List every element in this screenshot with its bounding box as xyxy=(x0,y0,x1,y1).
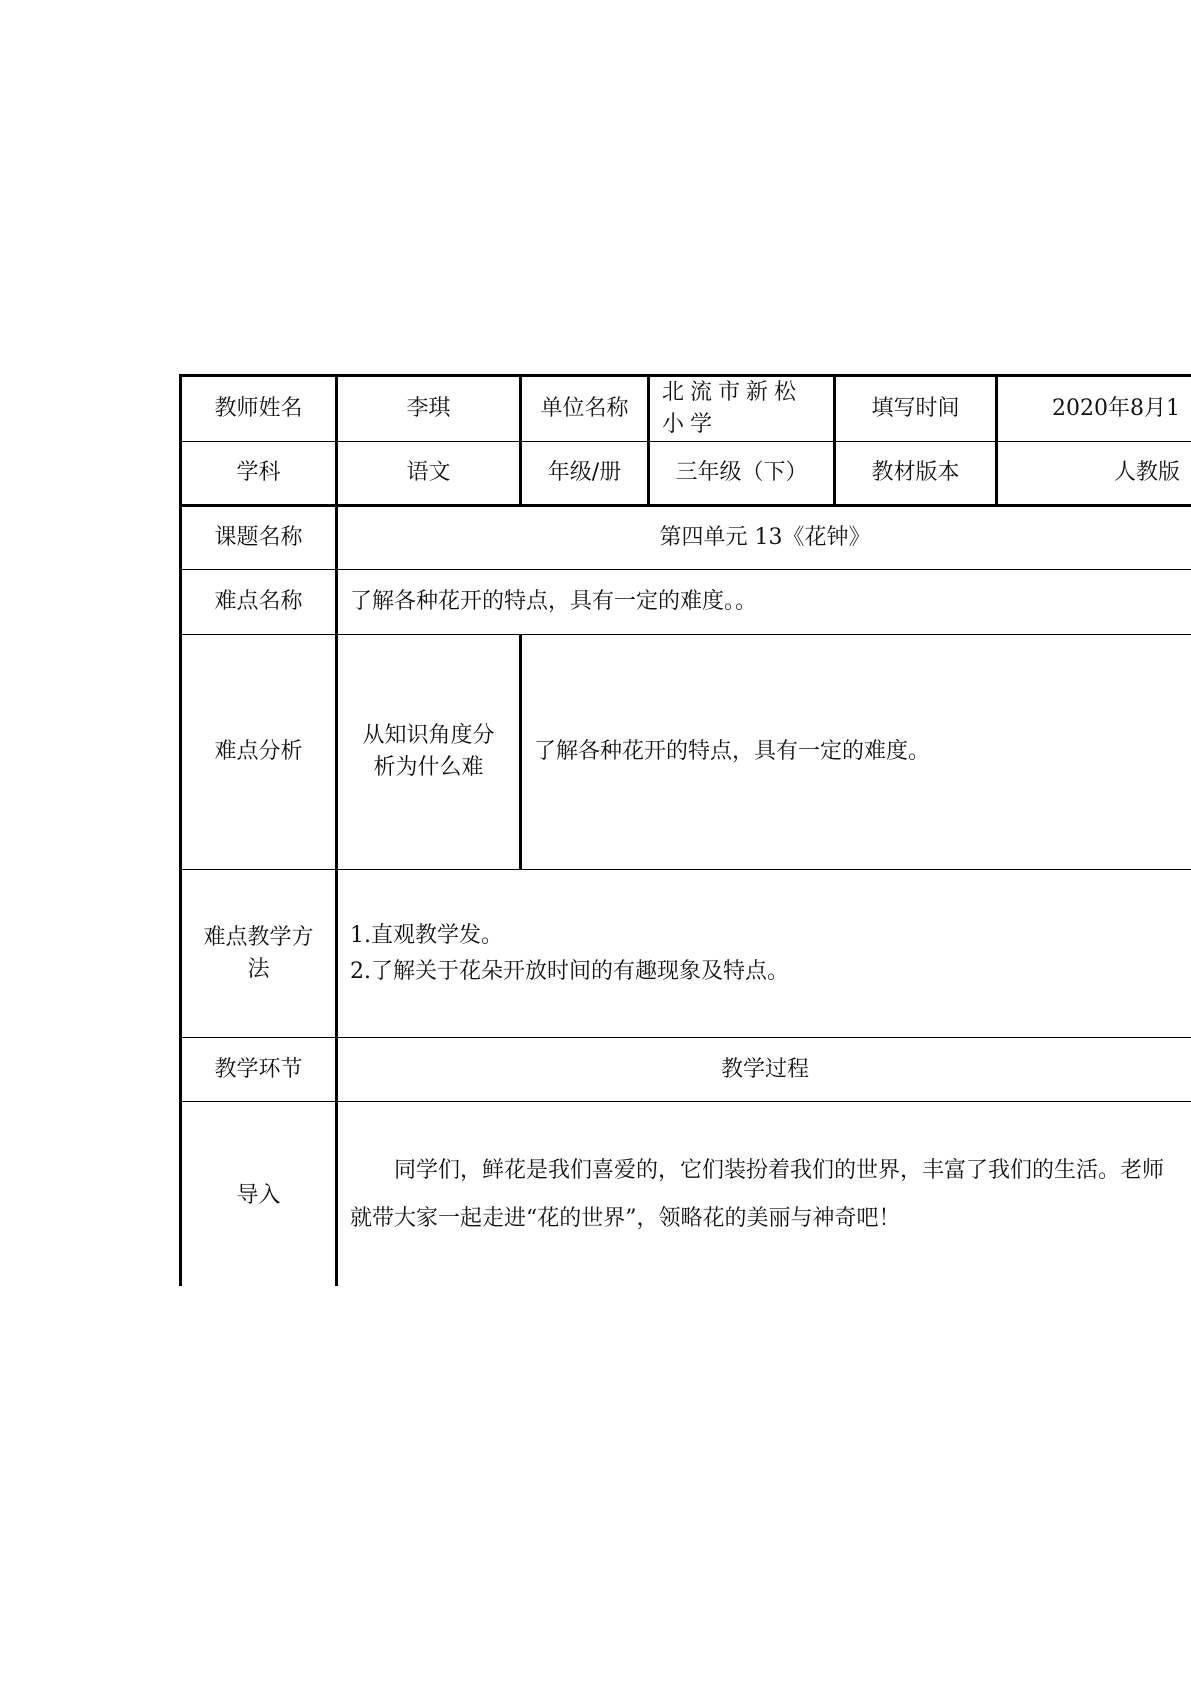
method-item-2: 2.了解关于花朵开放时间的有趣现象及特点。 xyxy=(350,958,789,984)
row-subject xyxy=(181,442,1191,506)
row-analysis xyxy=(181,635,1191,870)
lesson-plan-table-wrapper xyxy=(179,374,1191,1286)
lesson-value: 第四单元 13《花钟》 xyxy=(337,506,1191,570)
row-method xyxy=(181,870,1191,1038)
method-item-1: 1.直观教学发。 xyxy=(350,922,503,948)
lesson-plan-table xyxy=(179,374,1191,1286)
grade-label: 年级/册 xyxy=(521,442,649,506)
difficulty-value: 了解各种花开的特点，具有一定的难度。。 xyxy=(337,570,1191,635)
analysis-label: 难点分析 xyxy=(181,635,337,870)
edition-label: 教材版本 xyxy=(835,442,997,506)
lesson-label: 课题名称 xyxy=(181,506,337,570)
grade-value: 三年级（下） xyxy=(649,442,835,506)
edition-value: 人教版 xyxy=(997,442,1191,506)
intro-cell xyxy=(337,1102,1191,1287)
teacher-name-label: 教师姓名 xyxy=(181,376,337,442)
date-value: 2020年8月1 xyxy=(997,376,1191,442)
row-stage-header xyxy=(181,1038,1191,1102)
analysis-value: 了解各种花开的特点，具有一定的难度。 xyxy=(521,635,1191,870)
method-list xyxy=(337,870,1191,1038)
intro-text: 同学们，鲜花是我们喜爱的，它们装扮着我们的世界，丰富了我们的生活。老师就带大家一起走进“花的世界”，领略花的美丽与神奇吧！ xyxy=(350,1158,1165,1231)
teacher-name-value: 李琪 xyxy=(337,376,521,442)
subject-value: 语文 xyxy=(337,442,521,506)
difficulty-label: 难点名称 xyxy=(181,570,337,635)
row-teacher xyxy=(181,376,1191,442)
unit-label: 单位名称 xyxy=(521,376,649,442)
process-label: 教学过程 xyxy=(337,1038,1191,1102)
stage-label: 教学环节 xyxy=(181,1038,337,1102)
analysis-sub-label: 从知识角度分析为什么难 xyxy=(337,635,521,870)
subject-label: 学科 xyxy=(181,442,337,506)
method-label: 难点教学方法 xyxy=(181,870,337,1038)
row-lesson xyxy=(181,506,1191,570)
unit-value: 北流市新松小学 xyxy=(649,376,835,442)
row-intro xyxy=(181,1102,1191,1287)
intro-label: 导入 xyxy=(181,1102,337,1287)
date-label: 填写时间 xyxy=(835,376,997,442)
row-difficulty xyxy=(181,570,1191,635)
